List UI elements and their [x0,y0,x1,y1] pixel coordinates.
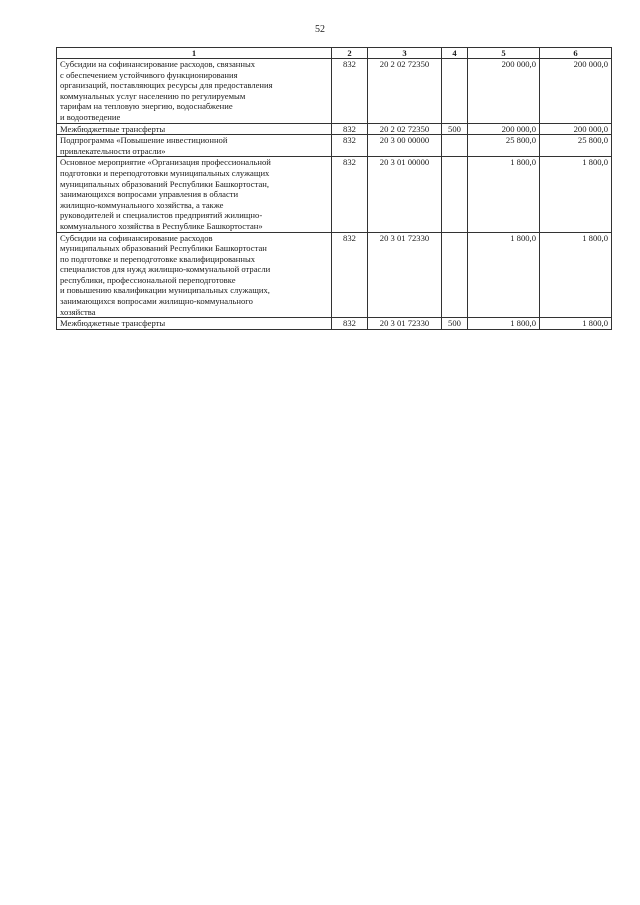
table-row [57,157,612,232]
row-amount-1: 200 000,0 [468,123,540,135]
row-ministry-code: 832 [332,318,368,330]
row-target-code: 20 3 01 72330 [368,232,442,318]
row-ministry-code: 832 [332,157,368,232]
row-amount-2: 200 000,0 [540,123,612,135]
row-amount-2: 1 800,0 [540,318,612,330]
row-expense-type: 500 [442,318,468,330]
row-target-code: 20 3 01 72330 [368,318,442,330]
row-expense-type [442,135,468,157]
row-expense-type [442,157,468,232]
column-header-3: 3 [368,48,442,59]
row-expense-type [442,59,468,124]
table-row [57,123,612,135]
column-header-4: 4 [442,48,468,59]
table-row [57,135,612,157]
row-amount-1: 25 800,0 [468,135,540,157]
row-amount-2: 1 800,0 [540,157,612,232]
column-header-5: 5 [468,48,540,59]
column-header-1: 1 [57,48,332,59]
row-amount-2: 200 000,0 [540,59,612,124]
row-amount-1: 1 800,0 [468,157,540,232]
row-amount-2: 25 800,0 [540,135,612,157]
row-amount-1: 1 800,0 [468,232,540,318]
row-ministry-code: 832 [332,123,368,135]
column-header-6: 6 [540,48,612,59]
page-number: 52 [315,24,325,35]
row-target-code: 20 3 00 00000 [368,135,442,157]
row-amount-2: 1 800,0 [540,232,612,318]
table-row [57,59,612,124]
row-ministry-code: 832 [332,232,368,318]
table-row [57,318,612,330]
row-name: Подпрограмма «Повышение инвестиционной привлекательности отрасли» [57,135,332,157]
column-header-2: 2 [332,48,368,59]
row-name: Межбюджетные трансферты [57,318,332,330]
row-name: Субсидии на софинансирование расходов, связанных с обеспечением устойчивого функционирования организаций, поставляющих ресурсы для предоставления коммунальных услуг населению по регулируемым тарифам на тепловую энергию, водоснабжение и водоотведение [57,59,332,124]
row-target-code: 20 3 01 00000 [368,157,442,232]
row-name: Субсидии на софинансирование расходов муниципальных образований Республики Башкортостан по подготовке и переподготовке квалифицированных специалистов для нужд жилищно-коммунальной отрасли республики, профессиональной переподготовке и повышению квалификации муниципальных служащих, занимающихся вопросами жилищно-коммунального хозяйства [57,232,332,318]
row-target-code: 20 2 02 72350 [368,123,442,135]
table-row [57,232,612,318]
row-target-code: 20 2 02 72350 [368,59,442,124]
header-row [57,48,612,59]
row-amount-1: 200 000,0 [468,59,540,124]
budget-table [56,47,612,330]
row-ministry-code: 832 [332,59,368,124]
row-name: Основное мероприятие «Организация профессиональной подготовки и переподготовки муниципальных служащих муниципальных образований Республики Башкортостан, занимающихся вопросами управления в области жилищно-коммунального хозяйства, а также руководителей и специалистов предприятий жилищно- коммунального хозяйства в Республике Башкортостан» [57,157,332,232]
row-amount-1: 1 800,0 [468,318,540,330]
row-name: Межбюджетные трансферты [57,123,332,135]
row-expense-type: 500 [442,123,468,135]
row-expense-type [442,232,468,318]
row-ministry-code: 832 [332,135,368,157]
